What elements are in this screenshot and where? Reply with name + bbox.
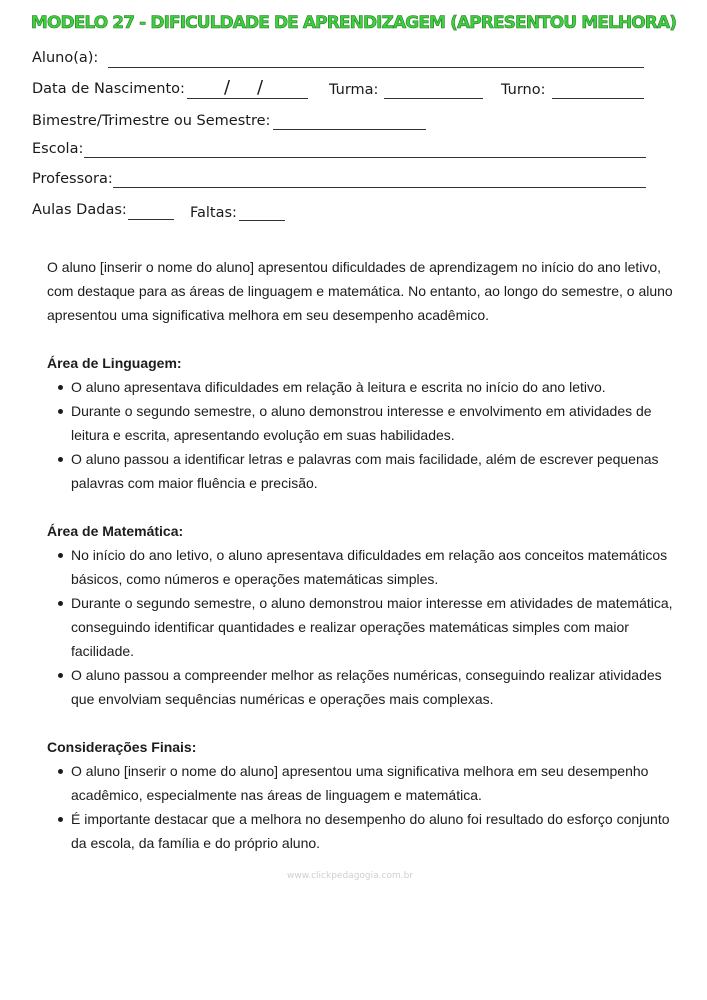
- list-item-text: O aluno passou a compreender melhor as relações numéricas, conseguindo realizar atividades que envolviam sequências numéricas e operações mais complexas.: [71, 667, 662, 707]
- periodo-field[interactable]: [273, 129, 426, 130]
- date-separator: /: [257, 77, 264, 98]
- date-separator: /: [224, 77, 231, 98]
- list-item: [47, 807, 677, 855]
- list-item: [47, 543, 677, 591]
- turma-field[interactable]: [384, 98, 483, 99]
- matematica-list: [47, 543, 677, 711]
- aulas-dadas-field[interactable]: [128, 219, 174, 220]
- aluno-field[interactable]: [108, 67, 644, 68]
- nascimento-field[interactable]: [187, 98, 308, 99]
- section-heading-matematica: Área de Matemática:: [47, 523, 184, 539]
- professora-field[interactable]: [113, 187, 646, 188]
- professora-label: Professora:: [32, 171, 113, 187]
- list-item-text: O aluno apresentava dificuldades em relação à leitura e escrita no início do ano letivo.: [71, 379, 606, 395]
- aluno-label: Aluno(a):: [32, 50, 99, 66]
- faltas-field[interactable]: [239, 220, 285, 221]
- turno-field[interactable]: [552, 98, 644, 99]
- list-item-text: Durante o segundo semestre, o aluno demonstrou maior interesse em atividades de matemática, conseguindo identificar quantidades e realizar operações matemáticas simples com maior facilidade.: [71, 595, 673, 659]
- bullet-icon: [58, 817, 63, 822]
- faltas-label: Faltas:: [190, 205, 237, 221]
- turno-label: Turno:: [501, 82, 546, 98]
- list-item: [47, 759, 677, 807]
- list-item-text: Durante o segundo semestre, o aluno demonstrou interesse e envolvimento em atividades de leitura e escrita, apresentando evolução em suas habilidades.: [71, 403, 652, 443]
- bullet-icon: [58, 457, 63, 462]
- section-heading-consideracoes: Considerações Finais:: [47, 739, 197, 755]
- nascimento-label: Data de Nascimento:: [32, 81, 185, 97]
- bullet-icon: [58, 601, 63, 606]
- document-title: MODELO 27 - DIFICULDADE DE APRENDIZAGEM (APRESENTOU MELHORA): [30, 13, 677, 33]
- section-heading-linguagem: Área de Linguagem:: [47, 355, 182, 371]
- list-item-text: No início do ano letivo, o aluno apresentava dificuldades em relação aos conceitos matemáticos básicos, como números e operações matemáticas simples.: [71, 547, 668, 587]
- consideracoes-list: [47, 759, 677, 855]
- list-item: [47, 663, 677, 711]
- bullet-icon: [58, 769, 63, 774]
- bullet-icon: [58, 385, 63, 390]
- escola-label: Escola:: [32, 141, 84, 157]
- bullet-icon: [58, 673, 63, 678]
- list-item-text: O aluno [inserir o nome do aluno] apresentou uma significativa melhora em seu desempenho acadêmico, especialmente nas áreas de linguagem e matemática.: [71, 763, 649, 803]
- list-item-text: É importante destacar que a melhora no desempenho do aluno foi resultado do esforço conjunto da escola, da família e do próprio aluno.: [71, 811, 670, 851]
- turma-label: Turma:: [329, 82, 379, 98]
- list-item: [47, 375, 677, 399]
- linguagem-list: [47, 375, 677, 495]
- escola-field[interactable]: [84, 157, 646, 158]
- list-item: [47, 399, 677, 447]
- bullet-icon: [58, 553, 63, 558]
- bullet-icon: [58, 409, 63, 414]
- footer-watermark: www.clickpedagogia.com.br: [286, 871, 413, 881]
- list-item: [47, 447, 677, 495]
- intro-paragraph: O aluno [inserir o nome do aluno] apresentou dificuldades de aprendizagem no início do ano letivo, com destaque para as áreas de linguagem e matemática. No entanto, ao longo do semestre, o aluno apresentou uma significativa melhora em seu desempenho acadêmico.: [47, 259, 673, 323]
- aulas-dadas-label: Aulas Dadas:: [32, 202, 127, 218]
- list-item: [47, 591, 677, 663]
- list-item-text: O aluno passou a identificar letras e palavras com mais facilidade, além de escrever pequenas palavras com maior fluência e precisão.: [71, 451, 659, 491]
- periodo-label: Bimestre/Trimestre ou Semestre:: [32, 113, 271, 129]
